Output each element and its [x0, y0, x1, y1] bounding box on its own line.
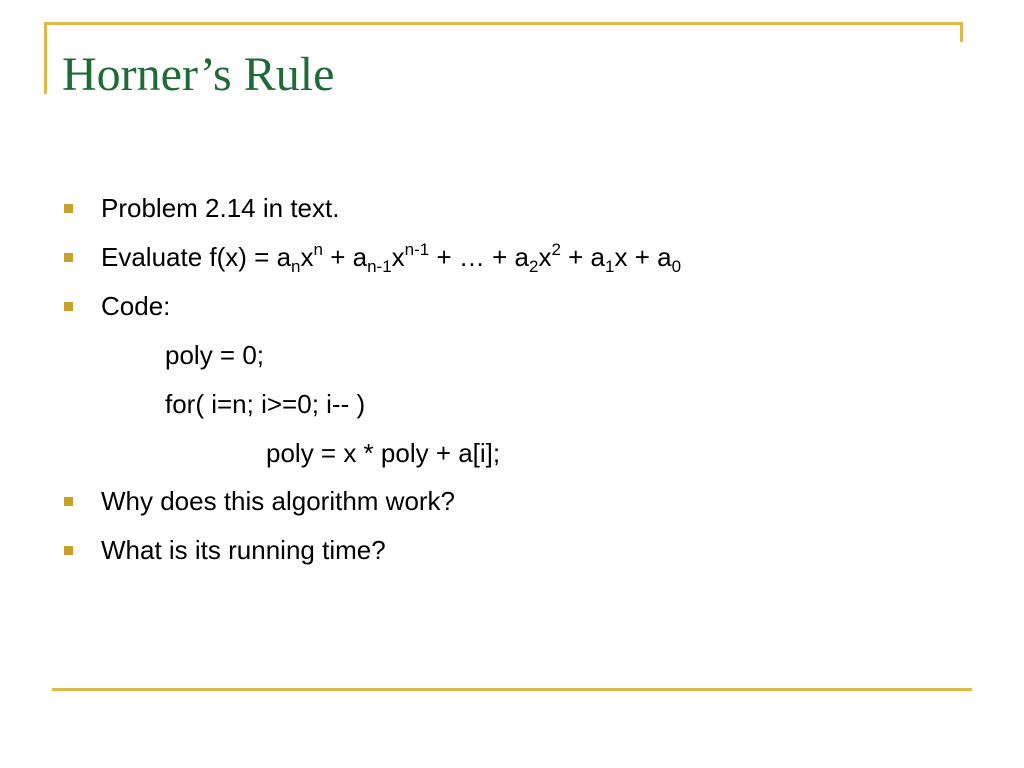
code-text: poly = x * poly + a[i]; [266, 438, 501, 468]
bullet-text: Code: [101, 291, 171, 321]
formula-ellipsis: + … + a [429, 242, 529, 272]
slide-title: Horner’s Rule [62, 48, 335, 101]
formula-x-plus-a: x + a [614, 242, 672, 272]
superscript-n-1: n-1 [404, 240, 430, 259]
formula-prefix: Evaluate f(x) = a [101, 242, 292, 272]
square-bullet-icon [64, 253, 73, 262]
square-bullet-icon [64, 546, 73, 555]
code-text: for( i=n; i>=0; i-- ) [165, 389, 366, 419]
subscript-1: 1 [605, 257, 615, 276]
formula-x: x [300, 242, 314, 272]
code-text: poly = 0; [165, 340, 265, 370]
square-bullet-icon [64, 302, 73, 311]
bullet-text: Why does this algorithm work? [101, 486, 456, 516]
formula-plus-a: + a [322, 242, 368, 272]
square-bullet-icon [64, 204, 73, 213]
subscript-n-1: n-1 [367, 257, 392, 276]
frame-right-line [960, 22, 963, 42]
bullet-text: Problem 2.14 in text. [101, 193, 340, 223]
formula-plus-a: + a [560, 242, 605, 272]
frame-top-line [44, 22, 963, 25]
square-bullet-icon [64, 497, 73, 506]
frame-left-line [44, 22, 47, 94]
subscript-0: 0 [671, 257, 682, 276]
subscript-2: 2 [528, 257, 539, 276]
frame-bottom-line [52, 688, 972, 691]
superscript-n: n [313, 240, 323, 259]
superscript-2: 2 [551, 240, 561, 259]
formula-x: x [391, 242, 405, 272]
bullet-text: What is its running time? [101, 535, 386, 565]
formula-x: x [538, 242, 552, 272]
subscript-n: n [291, 257, 301, 276]
formula-text [101, 239, 681, 275]
